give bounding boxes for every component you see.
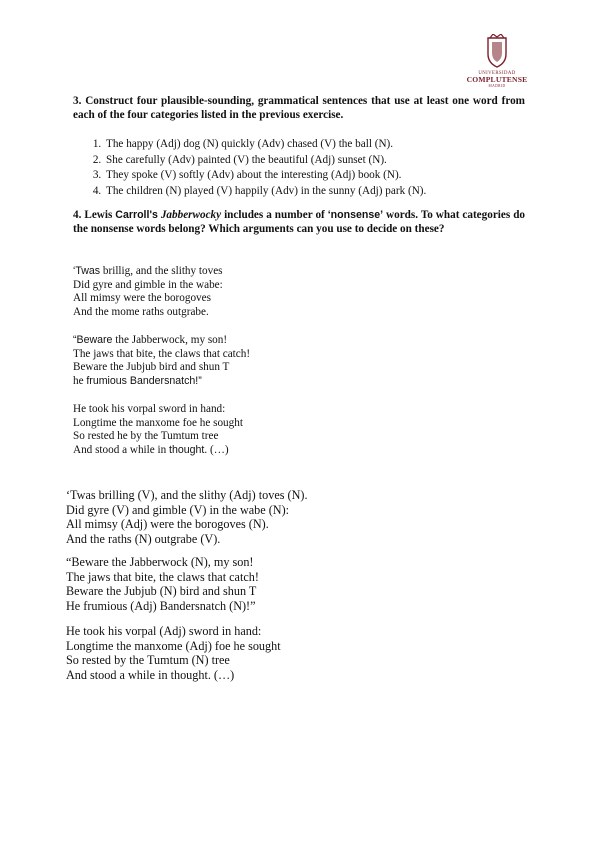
poem-text: he [73, 374, 87, 387]
list-item: 3. They spoke (V) softly (Adv) about the interesting (Adj) book (N). [104, 168, 544, 184]
q4-title: Jabberwocky [160, 209, 222, 221]
annotated-line: Longtime the manxome (Adj) foe he sought [66, 638, 281, 653]
poem-text: the Jabberwock, my son! [112, 334, 228, 346]
poem-text: . (…) [204, 443, 229, 456]
poem-stanza-1 [73, 265, 223, 319]
annotated-line: ‘Twas brilling (V), and the slithy (Adj) toves (N). [66, 488, 308, 502]
list-item: 1. The happy (Adj) dog (N) quickly (Adv) chased (V) the ball (N). [104, 137, 544, 153]
annotated-line: Beware the Jubjub (N) bird and shun T [66, 584, 257, 599]
poem-line: Did gyre and gimble in the wabe: [73, 278, 223, 291]
annotated-line: The jaws that bite, the claws that catch! [66, 569, 259, 584]
poem-line: And the mome raths outgrabe. [73, 305, 209, 318]
annotated-line: “Beware the Jabberwock (N), my son! [66, 555, 254, 569]
poem-text: And stood a while in [73, 443, 170, 456]
q4-nonsense: ‘nonsense’ [327, 209, 384, 221]
annotated-line: All mimsy (Adj) were the borogoves (N). [66, 517, 269, 532]
university-logo [466, 34, 528, 88]
poem-line: All mimsy were the borogoves [73, 292, 211, 305]
poem-line: The jaws that bite, the claws that catch! [73, 347, 251, 360]
poem-word: frumious Bandersnatch!” [86, 374, 202, 387]
question-3: 3. Construct four plausible-sounding, grammatical sentences that use at least one word from each of the four categories listed in the previous exercise. [73, 95, 525, 121]
annotated-stanza-2 [66, 555, 259, 613]
q4-post: words. To what categories do the nonsense words belong? Which arguments can you use to decide on these? [73, 209, 526, 235]
annotated-line: He took his vorpal (Adj) sword in hand: [66, 624, 262, 638]
answer-list-3 [82, 137, 544, 199]
poem-word: “Beware [73, 334, 113, 346]
annotated-line: He frumious (Adj) Bandersnatch (N)!” [66, 598, 256, 613]
poem-line [73, 444, 243, 458]
question-4 [73, 209, 525, 236]
list-item: 2. She carefully (Adv) painted (V) the beautiful (Adj) sunset (N). [104, 153, 544, 169]
logo-line-3: MADRID [488, 84, 506, 88]
annotated-stanza-1 [66, 488, 308, 546]
annotated-line: And the raths (N) outgrabe (V). [66, 531, 221, 546]
poem-word: ‘Twas [73, 265, 101, 277]
poem-stanza-2 [73, 334, 250, 388]
annotated-line: Did gyre (V) and gimble (V) in the wabe (N): [66, 502, 290, 517]
poem-line [73, 334, 250, 348]
annotated-line: So rested by the Tumtum (N) tree [66, 653, 230, 668]
poem-line [73, 265, 223, 279]
annotated-stanza-3 [66, 624, 281, 682]
poem-line: So rested he by the Tumtum tree [73, 430, 219, 443]
list-item: 4. The children (N) played (V) happily (Adv) in the sunny (Adj) park (N). [104, 184, 544, 200]
poem-word: thought [169, 443, 205, 456]
poem-line: He took his vorpal sword in hand: [73, 403, 226, 415]
q4-carroll: Carroll's [115, 209, 158, 221]
university-seal-icon [482, 34, 512, 70]
poem-stanza-3 [73, 403, 243, 457]
poem-line [73, 375, 250, 389]
logo-line-1: UNIVERSIDAD [478, 71, 516, 76]
poem-line: Longtime the manxome foe he sought [73, 416, 243, 429]
logo-line-2: COMPLUTENSE [466, 75, 528, 84]
poem-line: Beware the Jubjub bird and shun T [73, 361, 230, 374]
poem-text: brillig, and the slithy toves [100, 265, 223, 277]
q4-pre: 4. Lewis [73, 209, 116, 221]
annotated-line: And stood a while in thought. (…) [66, 667, 235, 682]
q4-mid: includes a number of [221, 209, 328, 221]
